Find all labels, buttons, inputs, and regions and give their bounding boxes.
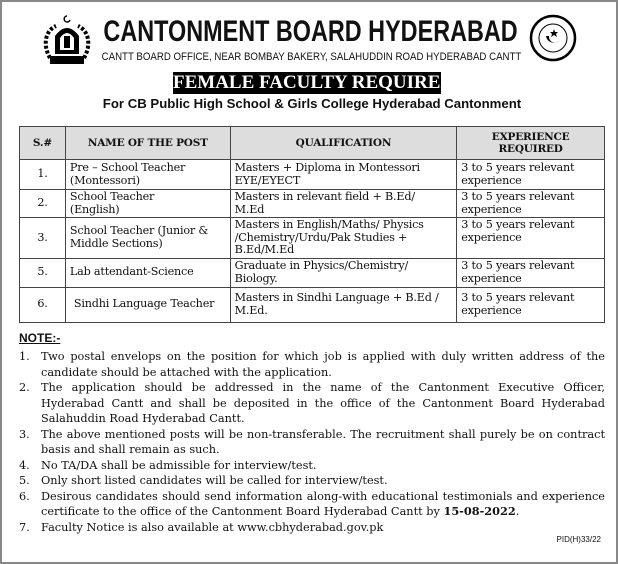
organization-title-wrapper — [98, 14, 524, 50]
experience-cell: 3 to 5 years relevant experience — [457, 218, 605, 259]
note-number: 6. — [19, 489, 30, 503]
note-number: 5. — [19, 474, 30, 487]
note-number: 7. — [19, 520, 30, 534]
serial-cell: 2. — [20, 190, 66, 218]
notes-heading: NOTE:- — [19, 330, 61, 345]
cantonment-seal-icon — [529, 14, 577, 62]
posts-table — [19, 126, 605, 323]
deadline-date: 15-08-2022 — [443, 504, 516, 518]
column-header: S.# — [20, 127, 66, 160]
office-address-wrapper — [96, 50, 526, 64]
notes-section — [19, 331, 605, 536]
serial-cell: 5. — [20, 258, 66, 287]
column-header: QUALIFICATION — [230, 127, 457, 160]
note-item — [19, 349, 605, 380]
note-number: 1. — [19, 350, 30, 363]
note-text: No TA/DA shall be admissible for interview/test. — [41, 458, 317, 472]
note-number: 3. — [19, 427, 30, 441]
table-row — [20, 160, 605, 190]
qualification-cell: Masters + Diploma in Montessori EYE/EYECT — [230, 160, 457, 190]
table-row — [20, 287, 605, 322]
subtitle: For CB Public High School & Girls College Hyderabad Cantonment — [102, 96, 522, 111]
note-text: Two postal envelops on the position for which job is applied with duly written address of the candidate should be attached with the application. — [41, 350, 605, 379]
office-address: CANTT BOARD OFFICE, NEAR BOMBAY BAKERY, SALAHUDDIN ROAD HYDERABAD CANTT — [101, 51, 521, 63]
note-text: The above mentioned posts will be non-transferable. The recruitment shall purely be on contract basis and shall remain as such. — [41, 427, 605, 456]
headline-banner: FEMALE FACULTY REQUIRED — [173, 72, 455, 93]
qualification-cell: Masters in Sindhi Language + B.Ed / M.Ed. — [230, 287, 457, 322]
post-cell: School Teacher (Junior & Middle Sections) — [65, 218, 230, 259]
note-number: 2. — [19, 381, 30, 394]
note-text-body: Desirous candidates should send information along-with educational testimonials and experience certificate to the office of the Cantonment Board Hyderabad Cantt by — [41, 489, 605, 518]
note-item — [19, 458, 605, 474]
post-cell: Pre – School Teacher (Montessori) — [65, 160, 230, 190]
note-text: The application should be addressed in the name of the Cantonment Executive Officer, Hyderabad Cantt and shall be deposited in the office of the Cantonment Board Hyderabad Salahuddin Road Hyderabad Cantt. — [41, 381, 605, 425]
table-header-row — [20, 127, 605, 160]
experience-cell: 3 to 5 years relevant experience — [457, 160, 605, 190]
table-row — [20, 218, 605, 259]
post-cell: School Teacher (English) — [65, 190, 230, 218]
note-text: Faculty Notice is also available at www.cbhyderabad.gov.pk — [41, 520, 384, 534]
table-row — [20, 258, 605, 287]
note-item — [19, 520, 605, 536]
experience-cell: 3 to 5 years relevant experience — [457, 287, 605, 322]
serial-cell: 6. — [20, 287, 66, 322]
note-item — [19, 473, 605, 489]
note-text — [41, 489, 605, 520]
qualification-cell: Masters in English/Maths/ Physics /Chemistry/Urdu/Pak Studies + B.Ed/M.Ed — [230, 218, 457, 259]
post-cell: Lab attendant-Science — [65, 258, 230, 287]
note-item — [19, 380, 605, 427]
table-row — [20, 190, 605, 218]
column-header: NAME OF THE POST — [65, 127, 230, 160]
post-cell: Sindhi Language Teacher — [65, 287, 230, 322]
qualification-cell: Masters in relevant field + B.Ed/ M.Ed — [230, 190, 457, 218]
note-item — [19, 427, 605, 458]
note-text: Only short listed candidates will be called for interview/test. — [41, 474, 388, 487]
serial-cell: 3. — [20, 218, 66, 259]
experience-cell: 3 to 5 years relevant experience — [457, 190, 605, 218]
qualification-cell: Graduate in Physics/Chemistry/ Biology. — [230, 258, 457, 287]
experience-cell: 3 to 5 years relevant experience — [457, 258, 605, 287]
serial-cell: 1. — [20, 160, 66, 190]
note-item — [19, 489, 605, 520]
column-header: EXPERIENCE REQUIRED — [457, 127, 605, 160]
organization-title: CANTONMENT BOARD HYDERABAD — [103, 15, 519, 48]
note-number: 4. — [19, 458, 30, 472]
publication-id: PID(H)33/22 — [556, 535, 601, 544]
note-text-end: . — [515, 505, 520, 518]
cantonment-emblem-icon — [42, 14, 92, 70]
